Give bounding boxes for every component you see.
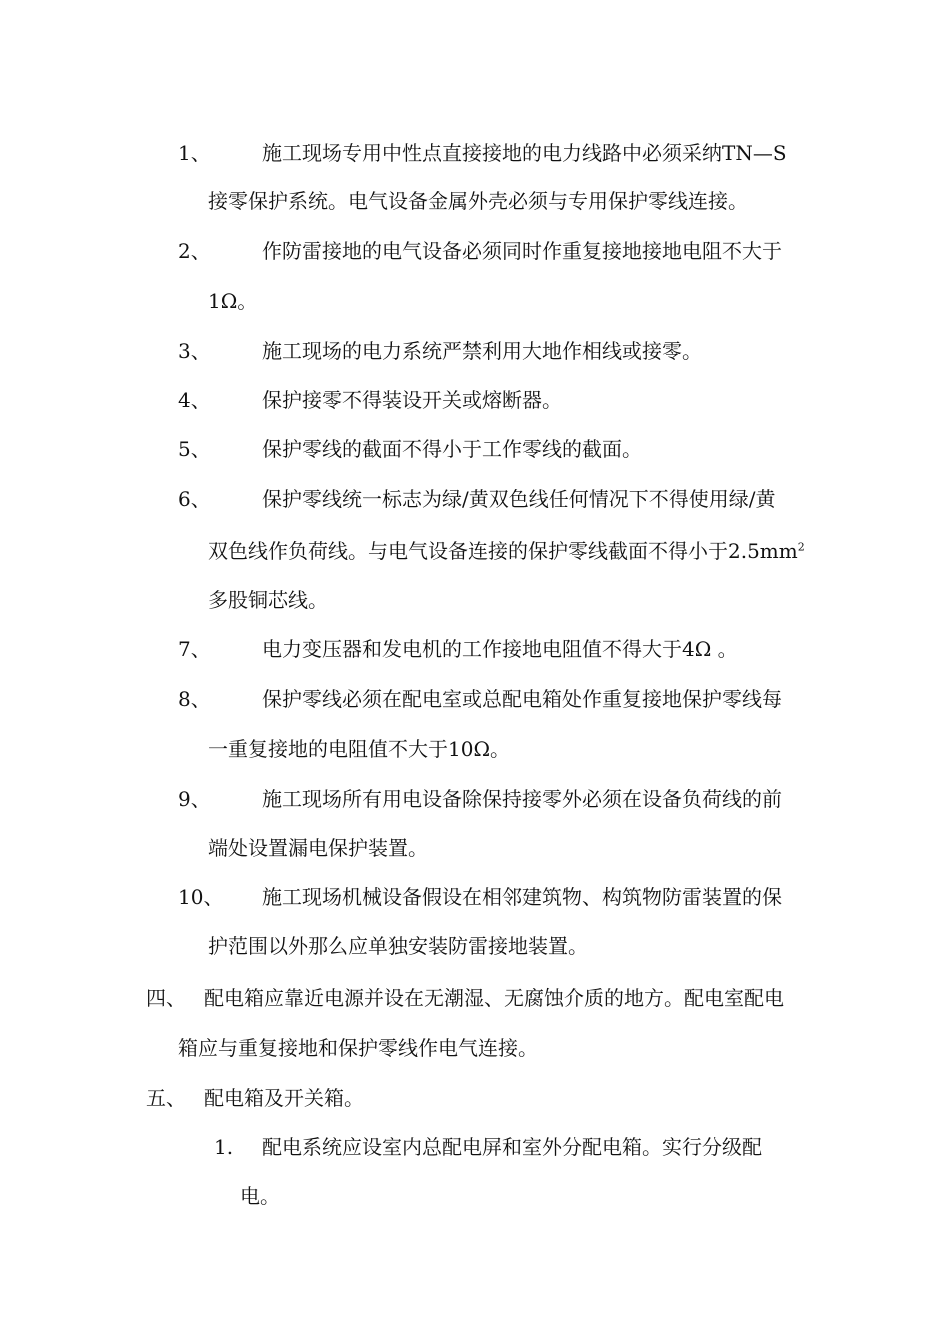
- item-number: 9、: [178, 787, 211, 811]
- superscript: 2: [797, 540, 805, 554]
- item-text: 施工现场所有用电设备除保持接零外必须在设备负荷线的前: [262, 787, 782, 811]
- item-text: 施工现场专用中性点直接接地的电力线路中必须采纳TN—S: [262, 141, 787, 165]
- item-number: 7、: [178, 637, 211, 661]
- section-text: 配电箱应靠近电源并设在无潮湿、无腐蚀介质的地方。配电室配电: [204, 986, 784, 1010]
- section-text: 配电箱及开关箱。: [204, 1086, 364, 1110]
- item-number: 4、: [178, 388, 211, 412]
- item-text: 接零保护系统。电气设备金属外壳必须与专用保护零线连接。: [208, 189, 748, 213]
- section-text: 箱应与重复接地和保护零线作电气连接。: [178, 1036, 538, 1060]
- item-text: 保护零线的截面不得小于工作零线的截面。: [262, 437, 642, 461]
- item-text: 作防雷接地的电气设备必须同时作重复接地接地电阻不大于: [262, 239, 782, 263]
- item-text: 多股铜芯线。: [208, 588, 328, 612]
- subitem-number: 1.: [214, 1135, 234, 1159]
- subitem-text: 电。: [240, 1184, 280, 1208]
- item-text: 保护接零不得装设开关或熔断器。: [262, 388, 562, 412]
- item-text: 1Ω。: [208, 289, 258, 313]
- item-number: 8、: [178, 687, 211, 711]
- item-text: 护范围以外那么应单独安装防雷接地装置。: [208, 934, 588, 958]
- item-text: 一重复接地的电阻值不大于10Ω。: [208, 737, 511, 761]
- item-text: 电力变压器和发电机的工作接地电阻值不得大于4Ω 。: [262, 637, 738, 661]
- item-text: 端处设置漏电保护装置。: [208, 836, 428, 860]
- item-number: 1、: [178, 141, 211, 165]
- item-number: 5、: [178, 437, 211, 461]
- item-text: 施工现场的电力系统严禁利用大地作相线或接零。: [262, 339, 702, 363]
- section-number: 五、: [146, 1086, 186, 1110]
- item-number: 6、: [178, 487, 211, 511]
- item-text: 施工现场机械设备假设在相邻建筑物、构筑物防雷装置的保: [262, 885, 782, 909]
- item-number: 10、: [178, 885, 224, 909]
- item-number: 2、: [178, 239, 211, 263]
- section-number: 四、: [146, 986, 186, 1010]
- item-text-main: 双色线作负荷线。与电气设备连接的保护零线截面不得小于2.5mm: [208, 539, 798, 563]
- item-text: 保护零线统一标志为绿/黄双色线任何情况下不得使用绿/黄: [262, 487, 776, 511]
- item-text: [208, 538, 805, 564]
- item-text: 保护零线必须在配电室或总配电箱处作重复接地保护零线每: [262, 687, 782, 711]
- subitem-text: 配电系统应设室内总配电屏和室外分配电箱。实行分级配: [262, 1135, 762, 1159]
- item-number: 3、: [178, 339, 211, 363]
